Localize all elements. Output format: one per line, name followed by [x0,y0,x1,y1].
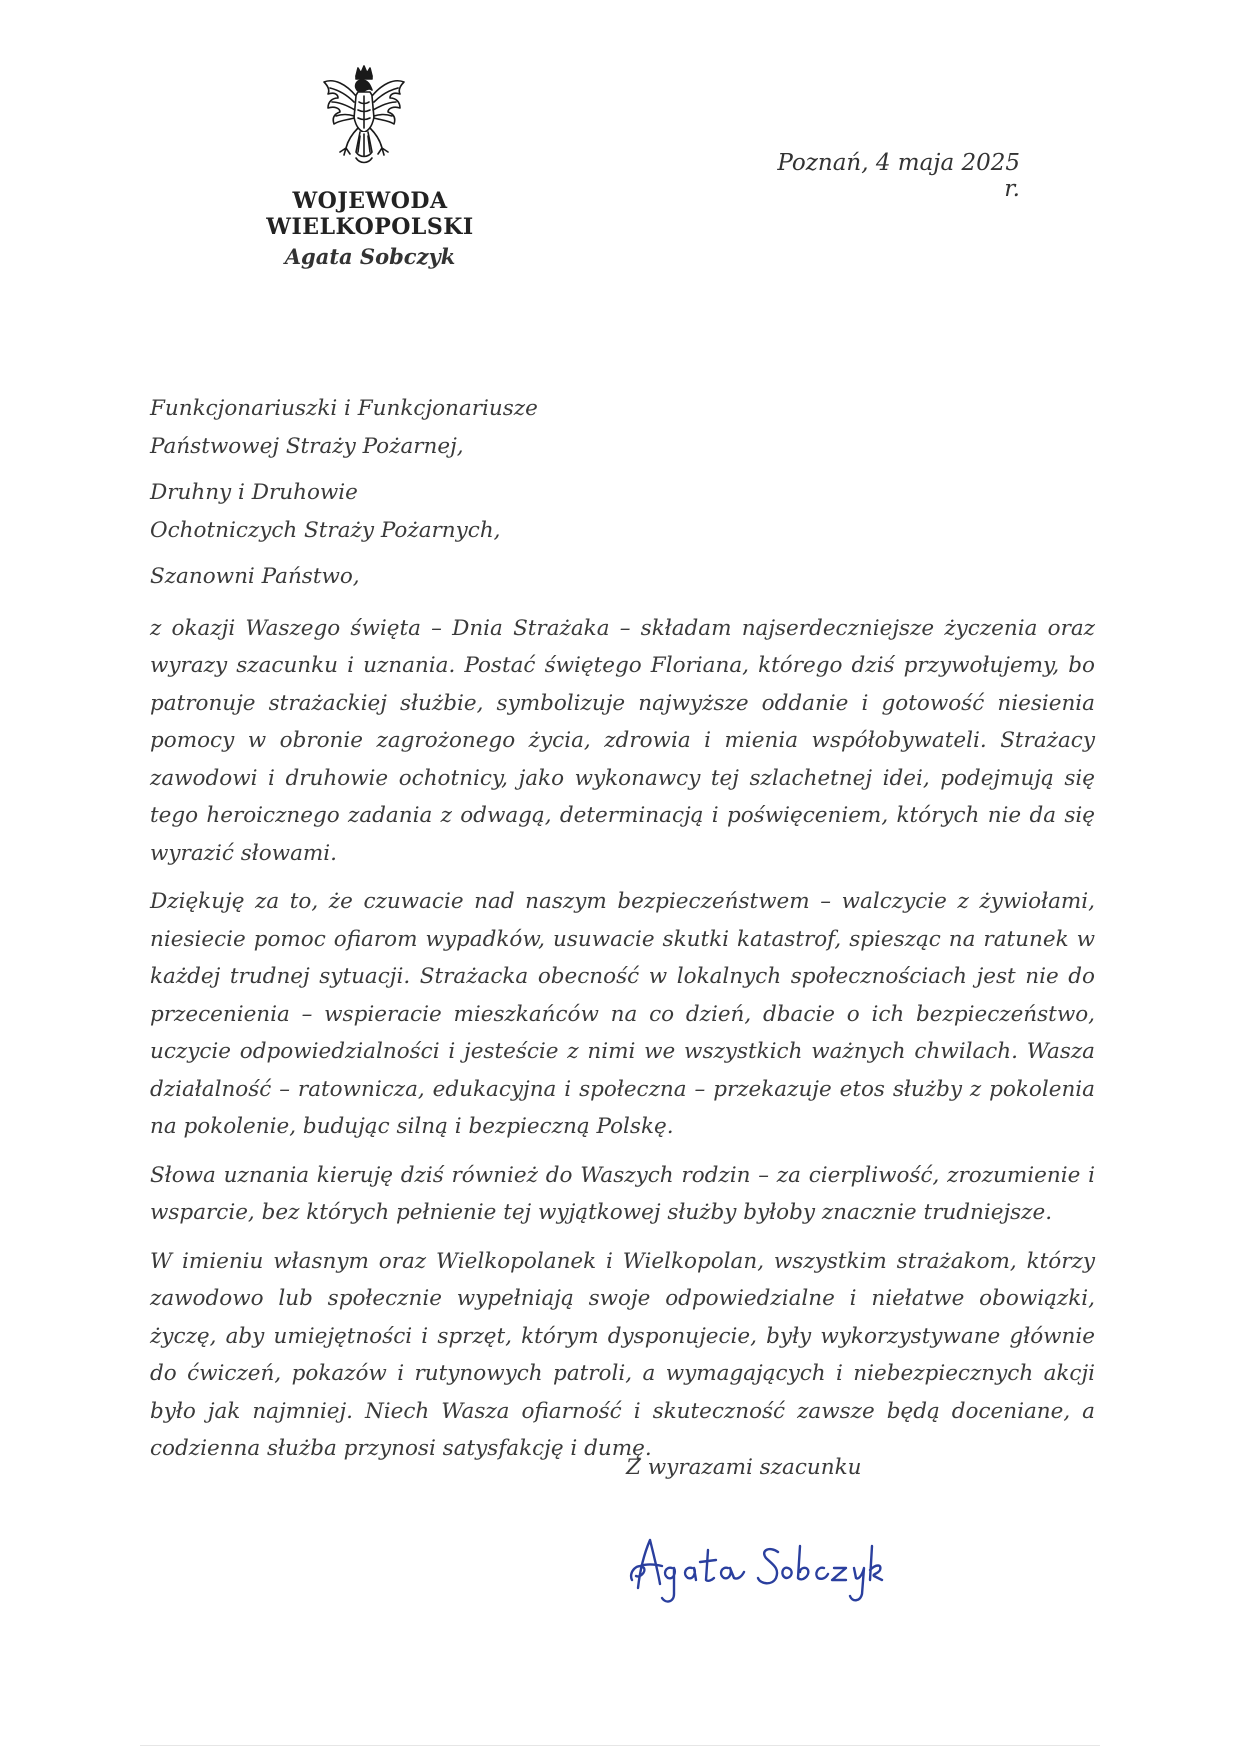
official-name: Agata Sobczyk [284,244,456,269]
place-date: Poznań, 4 maja 2025 r. [777,150,1020,202]
addressee-line: Druhny i Druhowie [150,480,358,505]
addressee-block [150,390,1095,465]
closing-formula: Z wyrazami szacunku [626,1455,862,1480]
body-paragraph: Słowa uznania kieruję dziś również do Waszych rodzin – za cierpliwość, zrozumienie i wsparcie, bez których pełnienie tej wyjątkowej służby byłoby znacznie trudniejsze. [150,1162,1095,1225]
authority-title: WOJEWODA WIELKOPOLSKI [266,188,474,240]
footer-rule [140,1745,1100,1746]
salutation: Szanowni Państwo, [150,564,360,589]
letter-body [150,390,1095,1479]
addressee-line: Państwowej Straży Pożarnej, [150,433,464,459]
white-eagle-emblem-icon [318,62,410,174]
addressee-line: Ochotniczych Straży Pożarnych, [150,517,501,543]
body-paragraph: z okazji Waszego święta – Dnia Strażaka – składam najserdeczniejsze życzenia oraz wyrazy szacunku i uznania. Postać świętego Floriana, którego dziś przywołujemy, bo patronuje strażackiej służbie, symbolizuje najwyższe oddanie i gotowość niesienia pomocy w obronie zagrożonego życia, zdrowia i mienia współobywateli. Strażacy zawodowi i druhowie ochotnicy, jako wykonawcy tej szlachetnej idei, podejmują się tego heroicznego zadania z odwagą, determinacją i poświęceniem, których nie da się wyrazić słowami. [150,615,1095,866]
body-paragraph: W imieniu własnym oraz Wielkopolanek i Wielkopolan, wszystkim strażakom, którzy zawodowo lub społecznie wypełniają swoje odpowiedzialne i niełatwe obowiązki, życzę, aby umiejętności i sprzęt, którym dysponujecie, były wykorzystywane głównie do ćwiczeń, pokazów i rutynowych patroli, a wymagających i niebezpiecznych akcji było jak najmniej. Niech Wasza ofiarność i skuteczność zawsze będą doceniane, a codzienna służba przynosi satysfakcję i dumę. [150,1248,1095,1461]
addressee-line: Funkcjonariuszki i Funkcjonariusze [150,396,538,421]
handwritten-signature [610,1510,890,1620]
body-paragraph: Dziękuję za to, że czuwacie nad naszym bezpieczeństwem – walczycie z żywiołami, niesiecie pomoc ofiarom wypadków, usuwacie skutki katastrof, spiesząc na ratunek w każdej trudnej sytuacji. Strażacka obecność w lokalnych społecznościach jest nie do przecenienia – wspieracie mieszkańców na co dzień, dbacie o ich bezpieczeństwo, uczycie odpowiedzialności i jesteście z nimi we wszystkich ważnych chwilach. Wasza działalność – ratownicza, edukacyjna i społeczna – przekazuje etos służby z pokolenia na pokolenie, budując silną i bezpieczną Polskę. [150,889,1095,1139]
addressee-block [150,474,1095,549]
